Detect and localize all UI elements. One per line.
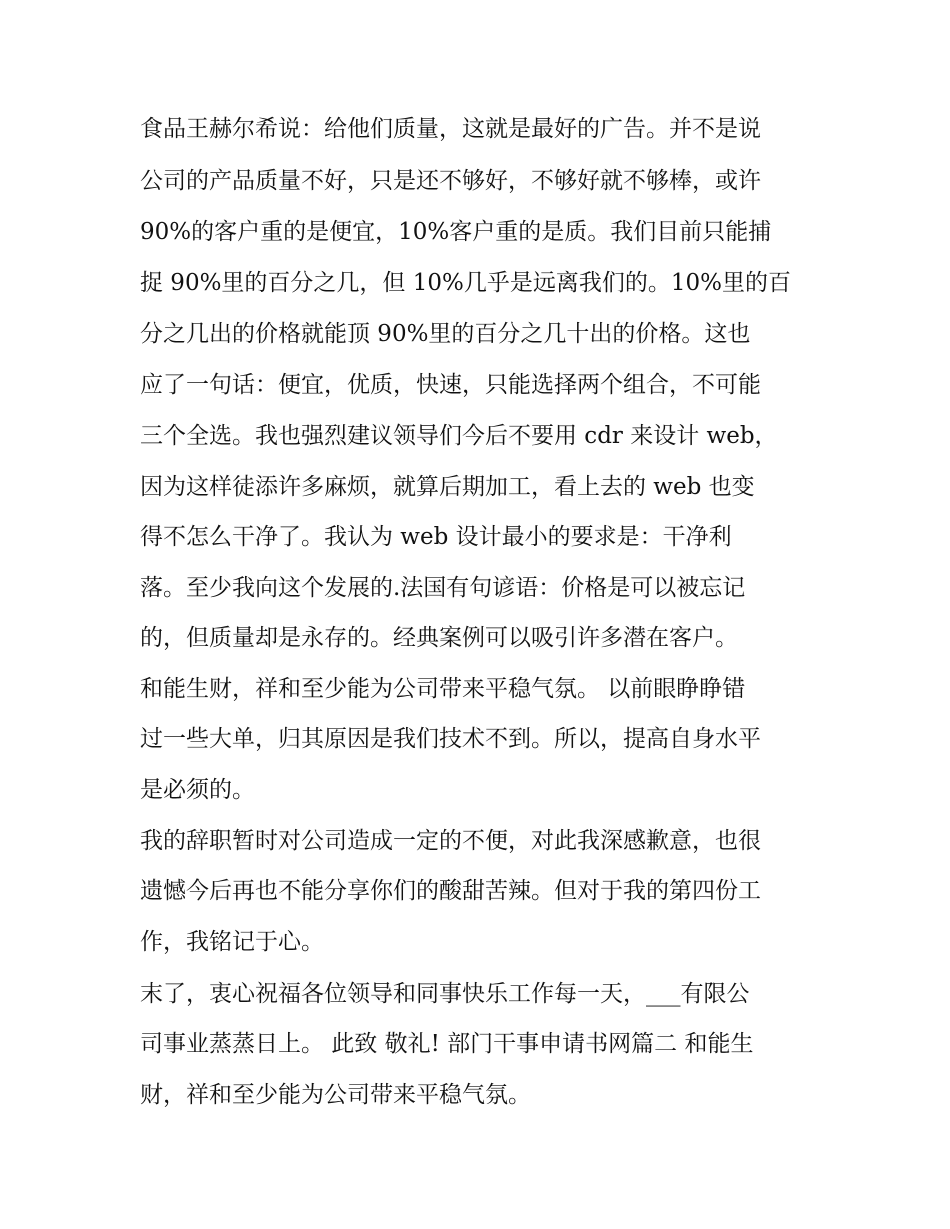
text-line: 落。至少我向这个发展的.法国有句谚语：价格是可以被忘记 — [140, 575, 746, 601]
text-line: 因为这样徒添许多麻烦，就算后期加工，看上去的 web 也变 — [140, 474, 755, 500]
text-line: 过一些大单，归其原因是我们技术不到。所以，提高自身水平 — [140, 726, 761, 752]
text-line: 是必须的。 — [140, 777, 255, 803]
text-line: 捉 90%里的百分之几，但 10%几乎是远离我们的。10%里的百 — [140, 270, 791, 296]
text-line: 财，祥和至少能为公司带来平稳气氛。 — [140, 1082, 531, 1108]
text-line: 应了一句话：便宜，优质，快速，只能选择两个组合，不可能 — [140, 372, 761, 398]
text-line: 遗憾今后再也不能分享你们的酸甜苦辣。但对于我的第四份工 — [140, 878, 761, 904]
text-line: 末了，衷心祝福各位领导和同事快乐工作每一天，___有限公 — [140, 981, 750, 1007]
text-line: 我的辞职暂时对公司造成一定的不便，对此我深感歉意，也很 — [140, 828, 761, 854]
text-line: 和能生财，祥和至少能为公司带来平稳气氛。 以前眼睁睁错 — [140, 676, 746, 702]
text-line: 作，我铭记于心。 — [140, 929, 324, 955]
text-line: 的，但质量却是永存的。经典案例可以吸引许多潜在客户。 — [140, 625, 738, 651]
text-line: 90%的客户重的是便宜，10%客户重的是质。我们目前只能捕 — [140, 219, 772, 245]
text-line: 分之几出的价格就能顶 90%里的百分之几十出的价格。这也 — [140, 321, 751, 347]
text-line: 三个全选。我也强烈建议领导们今后不要用 cdr 来设计 web， — [140, 423, 778, 449]
text-line: 司事业蒸蒸日上。 此致 敬礼! 部门干事申请书网篇二 和能生 — [140, 1031, 754, 1057]
text-line: 食品王赫尔希说：给他们质量，这就是最好的广告。并不是说 — [140, 116, 761, 142]
text-line: 得不怎么干净了。我认为 web 设计最小的要求是：干净利 — [140, 524, 732, 550]
text-line: 公司的产品质量不好，只是还不够好，不够好就不够棒，或许 — [140, 168, 761, 194]
